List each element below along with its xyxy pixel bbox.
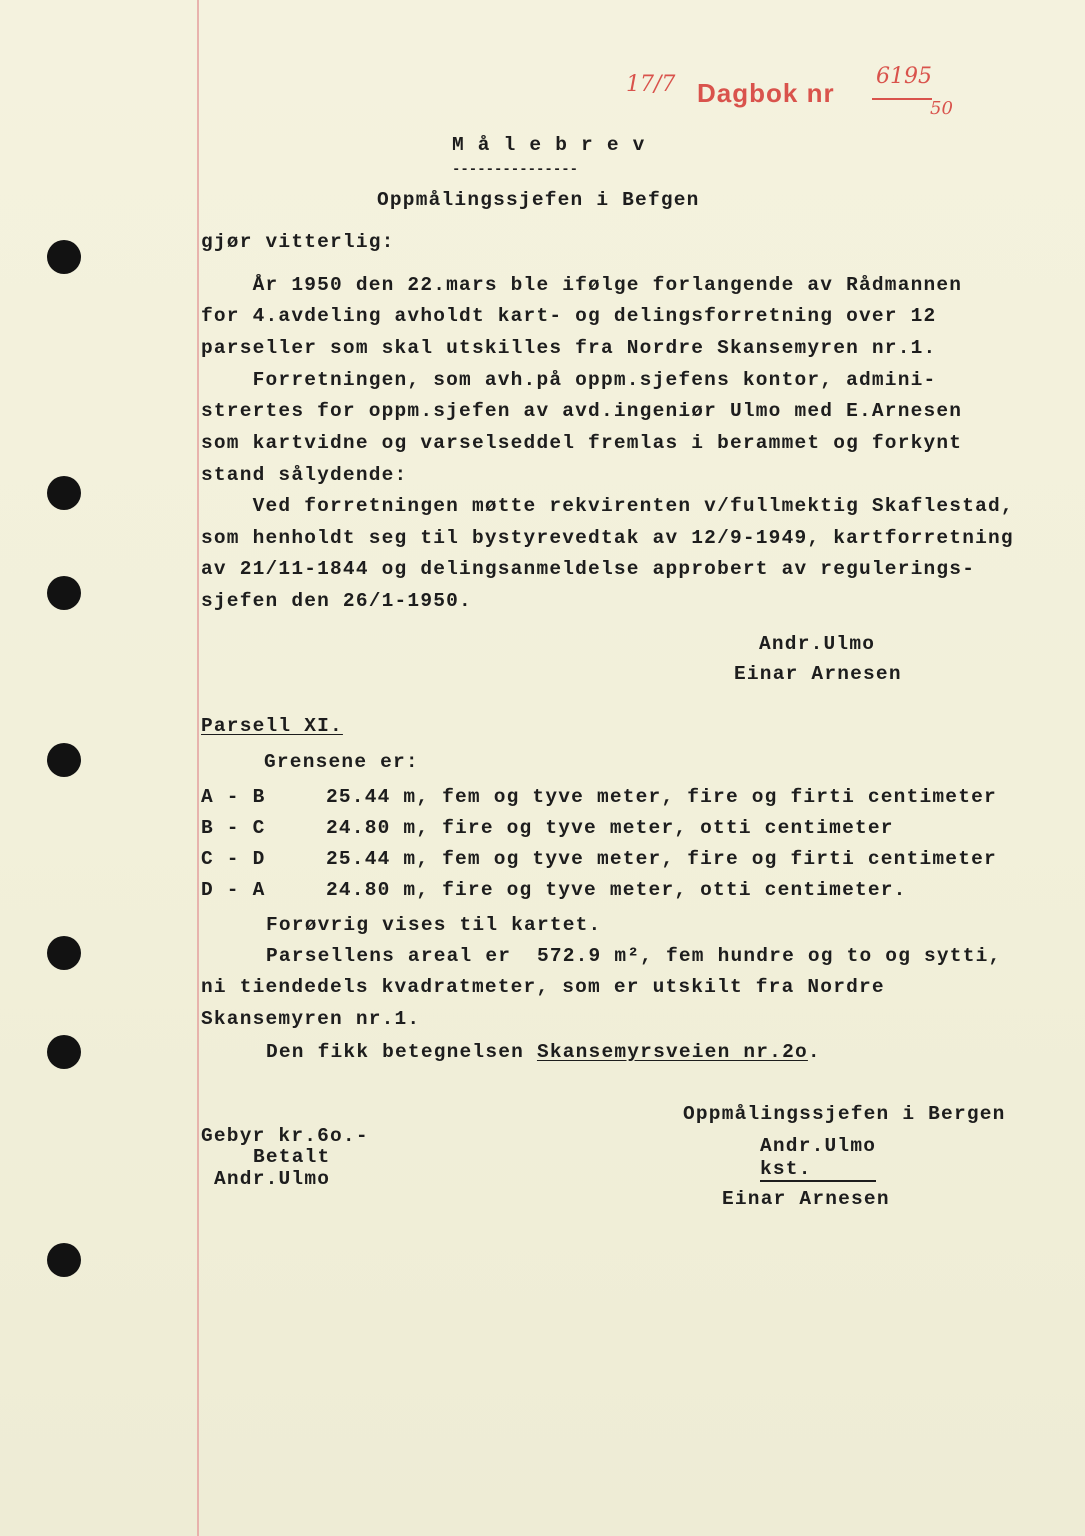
paragraph-line: strertes for oppm.sjefen av avd.ingeniør Ulmo med E.Arnesen — [201, 400, 963, 422]
parcel-title: Parsell XI. — [201, 715, 343, 737]
margin-line — [197, 0, 199, 1536]
boundaries-label: Grensene er: — [264, 751, 419, 773]
stamp-label: Dagbok nr — [697, 78, 835, 108]
kst-rule — [760, 1180, 876, 1182]
punch-hole — [47, 476, 81, 510]
punch-hole — [47, 743, 81, 777]
designation-prefix: Den fikk betegnelsen — [266, 1041, 537, 1063]
signature-arnesen: Einar Arnesen — [734, 663, 902, 685]
boundary-length: 25.44 m, fem og tyve meter, fire og firti centimeter — [326, 786, 997, 808]
paragraph-line: Ved forretningen møtte rekvirenten v/fullmektig Skaflestad, — [201, 495, 1014, 517]
office-cosigner: Einar Arnesen — [722, 1188, 890, 1210]
designation-address: Skansemyrsveien nr.2o — [536, 1041, 808, 1063]
issuer: Oppmålingssjefen i Befgen — [377, 189, 700, 211]
boundary-length: 24.80 m, fire og tyve meter, otti centimeter. — [326, 879, 907, 901]
area-line: Parsellens areal er 572.9 m², fem hundre og to og sytti, — [266, 945, 1002, 967]
paragraph-line: av 21/11-1844 og delingsanmeldelse approbert av regulerings- — [201, 558, 976, 580]
stamp-number: 6195 — [876, 64, 932, 89]
paragraph-line: som kartvidne og varselseddel fremlas i berammet og forkynt — [201, 432, 963, 454]
paragraph-line: Forretningen, som avh.på oppm.sjefens kontor, admini- — [201, 369, 937, 391]
boundary-length: 25.44 m, fem og tyve meter, fire og firti centimeter — [326, 848, 997, 870]
punch-hole — [47, 240, 81, 274]
boundary-segment: A - B — [201, 786, 266, 808]
title-underline: --------------- — [452, 162, 579, 178]
office-title: Oppmålingssjefen i Bergen — [683, 1103, 1006, 1125]
map-reference: Forøvrig vises til kartet. — [266, 914, 602, 936]
area-line: Skansemyren nr.1. — [201, 1008, 421, 1030]
paragraph-line: parseller som skal utskilles fra Nordre Skansemyren nr.1. — [201, 337, 937, 359]
stamp-date: 17/7 — [626, 72, 676, 97]
kst-label: kst. — [760, 1158, 812, 1180]
stamp-year: 50 — [930, 98, 953, 119]
punch-hole — [47, 1035, 81, 1069]
punch-hole — [47, 936, 81, 970]
boundary-segment: C - D — [201, 848, 266, 870]
intro-line: gjør vitterlig: — [201, 231, 395, 253]
boundary-segment: D - A — [201, 879, 266, 901]
fee-signature: Andr.Ulmo — [214, 1168, 331, 1190]
stamp-rule — [872, 98, 932, 100]
boundary-length: 24.80 m, fire og tyve meter, otti centimeter — [326, 817, 894, 839]
punch-hole — [47, 1243, 81, 1277]
designation-line — [266, 1040, 821, 1064]
paragraph-line: for 4.avdeling avholdt kart- og delingsforretning over 12 — [201, 305, 937, 327]
fee-line: Gebyr kr.6o.- — [201, 1125, 369, 1147]
paragraph-line: År 1950 den 22.mars ble ifølge forlangende av Rådmannen — [201, 274, 963, 296]
punch-hole — [47, 576, 81, 610]
area-line: ni tiendedels kvadratmeter, som er utskilt fra Nordre — [201, 976, 885, 998]
fee-paid: Betalt — [253, 1146, 331, 1168]
document-title: M å l e b r e v — [452, 134, 646, 156]
paragraph-line: stand sålydende: — [201, 464, 408, 486]
paragraph-line: sjefen den 26/1-1950. — [201, 590, 472, 612]
signature-ulmo: Andr.Ulmo — [759, 633, 876, 655]
boundary-segment: B - C — [201, 817, 266, 839]
office-signer: Andr.Ulmo — [760, 1135, 877, 1157]
designation-suffix: . — [807, 1041, 821, 1063]
paragraph-line: som henholdt seg til bystyrevedtak av 12/9-1949, kartforretning — [201, 527, 1014, 549]
